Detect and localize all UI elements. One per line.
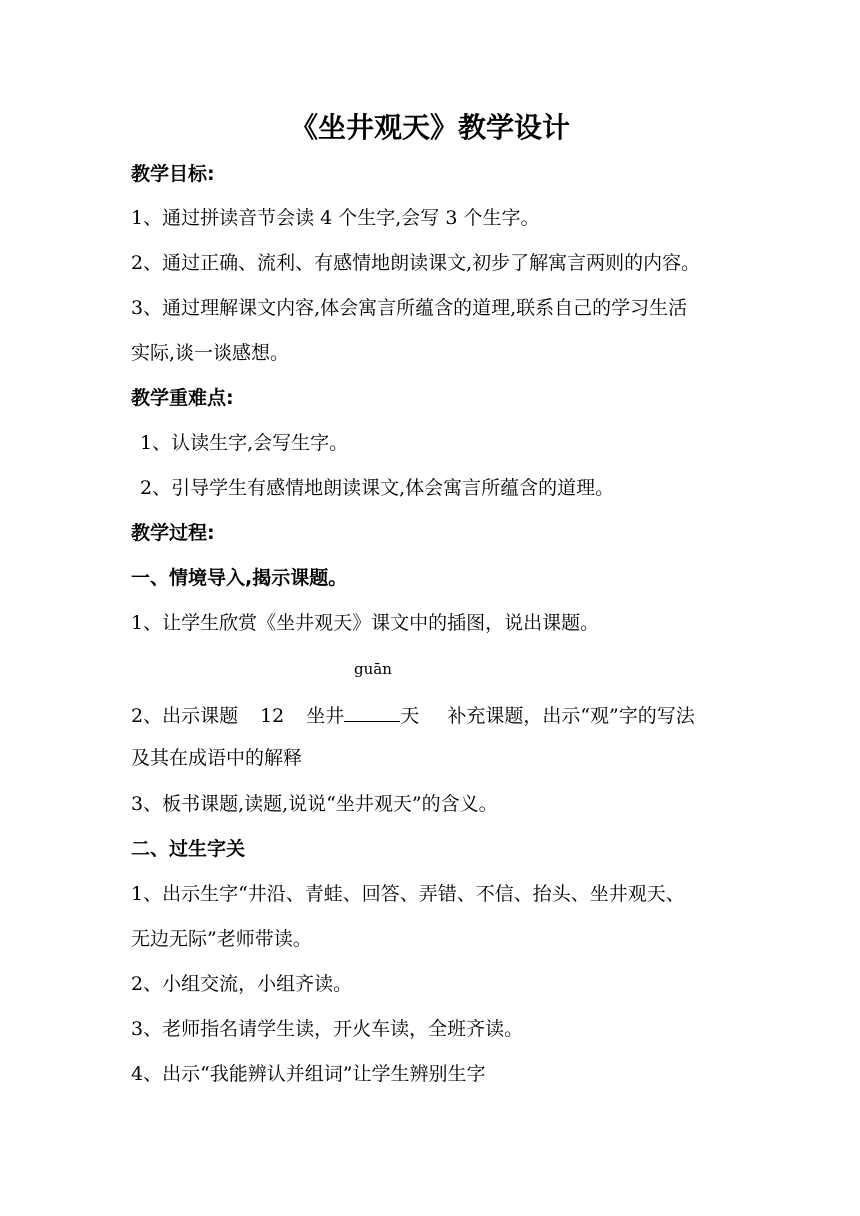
section-2-item-2: 2、小组交流，小组齐读。 — [131, 973, 353, 995]
objectives-heading: 教学目标: — [131, 163, 215, 185]
document-title: 《坐井观天》教学设计 — [289, 111, 570, 144]
process-heading: 教学过程: — [131, 522, 215, 544]
key-point-item-2: 2、引导学生有感情地朗读课文,体会寓言所蕴含的道理。 — [140, 477, 615, 499]
section-2-item-3: 3、老师指名请学生读，开火车读，全班齐读。 — [131, 1018, 524, 1040]
title-word-end: 天 — [400, 705, 420, 727]
section-1-item-3: 3、板书课题,读题,说说“坐井观天”的含义。 — [131, 793, 498, 815]
title-word-start: 坐井 — [306, 705, 345, 727]
key-point-item-1: 1、认读生字,会写生字。 — [140, 432, 349, 454]
objective-item-2: 2、通过正确、流利、有感情地朗读课文,初步了解寓言两则的内容。 — [131, 252, 701, 274]
objective-item-3-continued: 实际,谈一谈感想。 — [131, 342, 290, 364]
objective-item-3: 3、通过理解课文内容,体会寓言所蕴含的道理,联系自己的学习生活 — [131, 297, 688, 319]
section-1-item-2 — [131, 704, 695, 728]
section-1-item-1: 1、让学生欣赏《坐井观天》课文中的插图，说出课题。 — [131, 612, 600, 634]
item-2-suffix: 补充课题，出示“观”字的写法 — [447, 705, 695, 727]
section-2-heading: 二、过生字关 — [131, 838, 246, 860]
section-2-item-4: 4、出示“我能辨认并组词”让学生辨别生字 — [131, 1063, 486, 1085]
objective-item-1: 1、通过拼读音节会读 4 个生字,会写 3 个生字。 — [131, 207, 540, 229]
lesson-number: 12 — [260, 705, 285, 727]
title-blank — [344, 705, 400, 722]
section-2-item-1: 1、出示生字“井沿、青蛙、回答、弄错、不信、抬头、坐井观天、 — [131, 883, 685, 905]
section-1-heading: 一、情境导入,揭示课题。 — [131, 567, 348, 589]
key-points-heading: 教学重难点: — [131, 387, 234, 409]
item-2-prefix: 2、出示课题 — [131, 705, 239, 727]
pinyin-annotation: guān — [354, 660, 392, 678]
section-2-item-1-continued: 无边无际”老师带读。 — [131, 928, 312, 950]
section-1-item-2-continued: 及其在成语中的解释 — [131, 747, 303, 769]
